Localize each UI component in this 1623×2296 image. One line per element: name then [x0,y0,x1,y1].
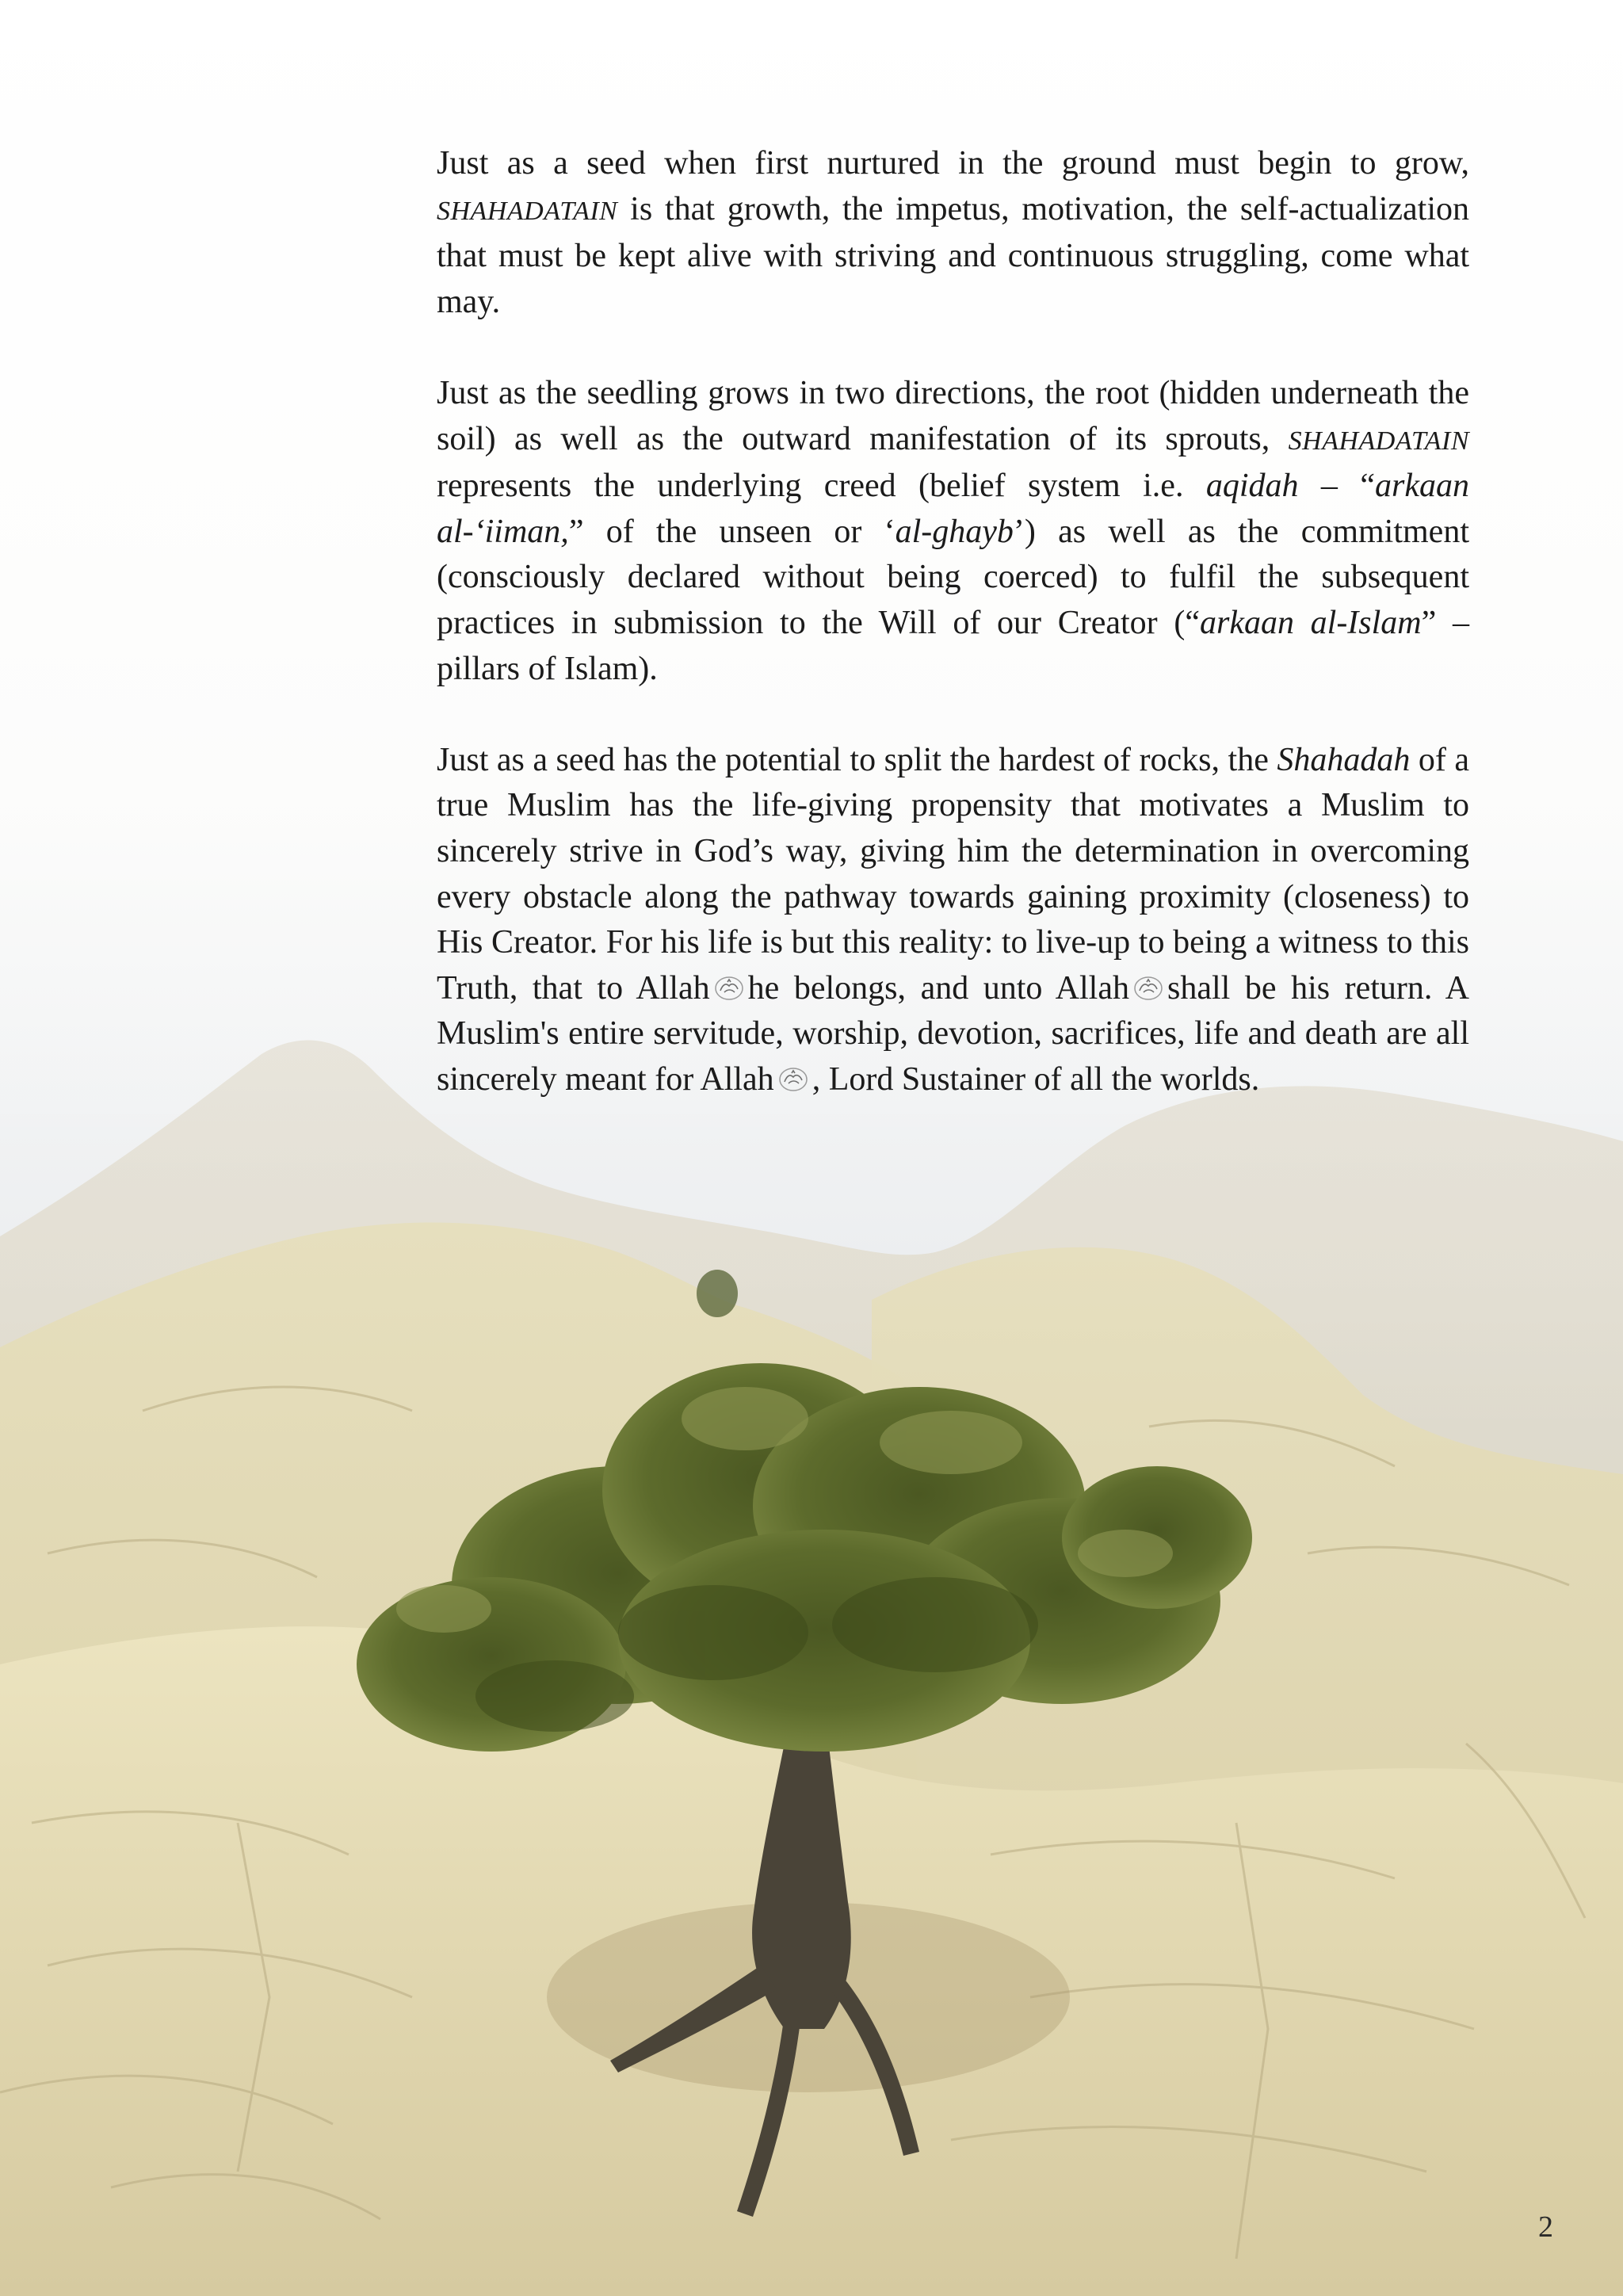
arabic-honorific-swt-icon [777,1066,809,1093]
p2-run-11: ” – pillars of Islam). [437,604,1469,687]
page-number: 2 [1538,2210,1553,2244]
p2-run-3: represents the underlying creed (belief system i.e. [437,468,1206,505]
p1-run-3: is that growth, the impetus, motivation, the self-actualization that must be kept alive with striving and continuous struggling, come what may. [437,190,1469,320]
arabic-honorific-swt-icon [1132,975,1164,1002]
p2-run-1: Just as the seedling grows in two directions, the root (hidden underneath the soil) as well as the outward manifestation of its sprouts, [437,374,1469,457]
p2-run-6-italic: arkaan al-‘iiman, [437,468,1469,550]
paragraph-1 [437,141,1469,325]
p2-run-7: ” of the unseen or ‘ [568,513,896,550]
p1-run-2-smallcaps: SHAHADATAIN [437,196,618,226]
p2-run-4-italic: aqidah [1205,468,1299,505]
p3-run-2-italic: Shahadah [1277,741,1411,778]
p2-run-9: ’) as well as the commitment (consciously declared without being coerced) to fulfil the subsequent practices in submission to the Will of our Creator (“ [437,513,1469,641]
p3-run-7: shall be his return. A Muslim's entire servitude, worship, devotion, sacrifices, life and death are all sincerely meant for Allah [437,969,1469,1098]
p3-run-5: he belongs, and unto Allah [747,969,1129,1007]
p2-run-2-smallcaps: SHAHADATAIN [1288,426,1469,456]
p1-run-1: Just as a seed when first nurtured in the ground must begin to grow, [437,145,1469,181]
p2-run-5: – “ [1298,468,1375,505]
p3-run-3: of a true Muslim has the life-giving propensity that motivates a Muslim to sincerely strive in God’s way, giving him the determination in overcoming every obstacle along the pathway towards gaining proximity (closeness) to His Creator. For his life is but this reality: to live-up to being a witness to this Truth, that to Allah [437,741,1469,1007]
paragraph-3 [437,738,1469,1103]
body-text [437,141,1469,1102]
arabic-honorific-swt-icon [713,975,745,1002]
p2-run-8-italic: al-ghayb [895,513,1014,550]
p3-run-9: , Lord Sustainer of all the worlds. [812,1060,1260,1098]
p2-run-10-italic: arkaan al-Islam [1199,604,1422,641]
p3-run-1: Just as a seed has the potential to split the hardest of rocks, the [437,741,1277,778]
paragraph-2 [437,371,1469,692]
